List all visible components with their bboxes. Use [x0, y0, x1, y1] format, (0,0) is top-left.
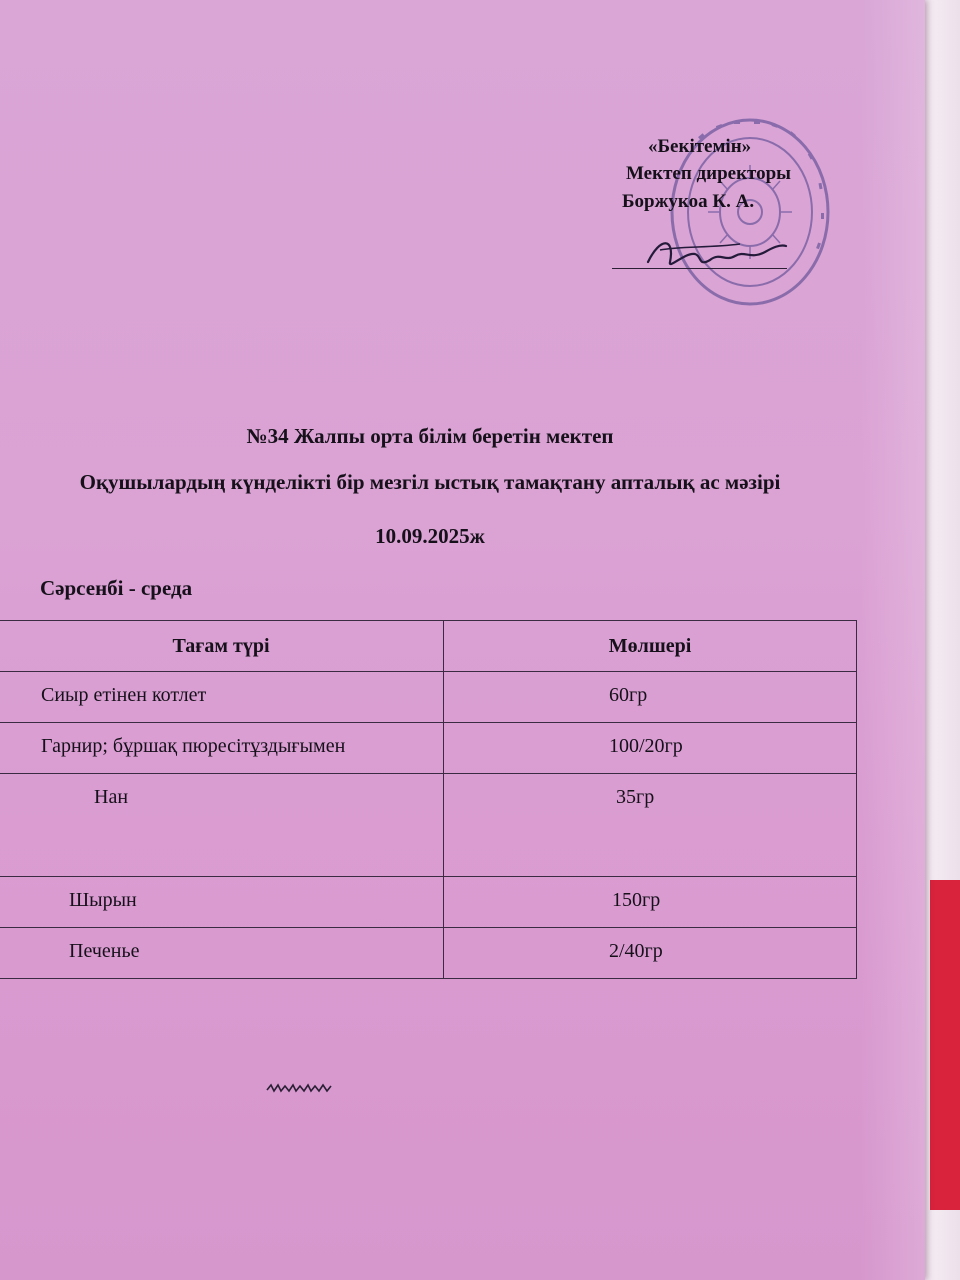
table-row [0, 774, 857, 877]
dish-amount: 150гр [612, 889, 661, 911]
dish-name: Нан [94, 786, 129, 808]
dish-cell [0, 877, 444, 928]
approver-name: Боржукоа К. А. [622, 191, 755, 212]
dish-name: Печенье [69, 940, 140, 962]
dish-amount: 2/40гр [609, 940, 663, 962]
dish-cell [0, 928, 444, 979]
menu-title: Оқушылардың күнделікті бір мезгіл ыстық тамақтану апталық ас мәзірі [79, 470, 781, 494]
approver-position: Мектеп директоры [626, 163, 792, 184]
approval-label: «Бекітемін» [648, 136, 752, 157]
school-name: №34 Жалпы орта білім беретін мектеп [246, 424, 614, 448]
table-row [0, 672, 857, 723]
scribble-mark-icon [265, 1082, 335, 1094]
amount-cell [444, 672, 857, 723]
column-header-dish: Тағам түрі [0, 621, 444, 672]
dish-name: Шырын [69, 889, 137, 911]
amount-cell [444, 723, 857, 774]
weekday-label: Сәрсенбі - среда [40, 576, 193, 600]
amount-cell [444, 928, 857, 979]
table-header-row [0, 621, 857, 672]
dish-amount: 35гр [616, 786, 655, 808]
amount-cell [444, 877, 857, 928]
signature-line [612, 268, 787, 269]
dish-cell [0, 774, 444, 877]
dish-cell [0, 672, 444, 723]
red-object-edge [930, 880, 960, 1210]
table-row [0, 723, 857, 774]
menu-date: 10.09.2025ж [375, 524, 485, 548]
column-header-amount: Мөлшері [444, 621, 857, 672]
dish-name: Гарнир; бұршақ пюресітұздығымен [41, 735, 346, 757]
dish-amount: 60гр [609, 684, 648, 706]
amount-cell [444, 774, 857, 877]
sheet-fold-shadow [860, 0, 925, 1280]
menu-table [0, 620, 857, 979]
table-row [0, 877, 857, 928]
dish-cell [0, 723, 444, 774]
dish-name: Сиыр етінен котлет [41, 684, 207, 706]
dish-amount: 100/20гр [609, 735, 683, 757]
table-row [0, 928, 857, 979]
signature-icon [640, 232, 790, 277]
